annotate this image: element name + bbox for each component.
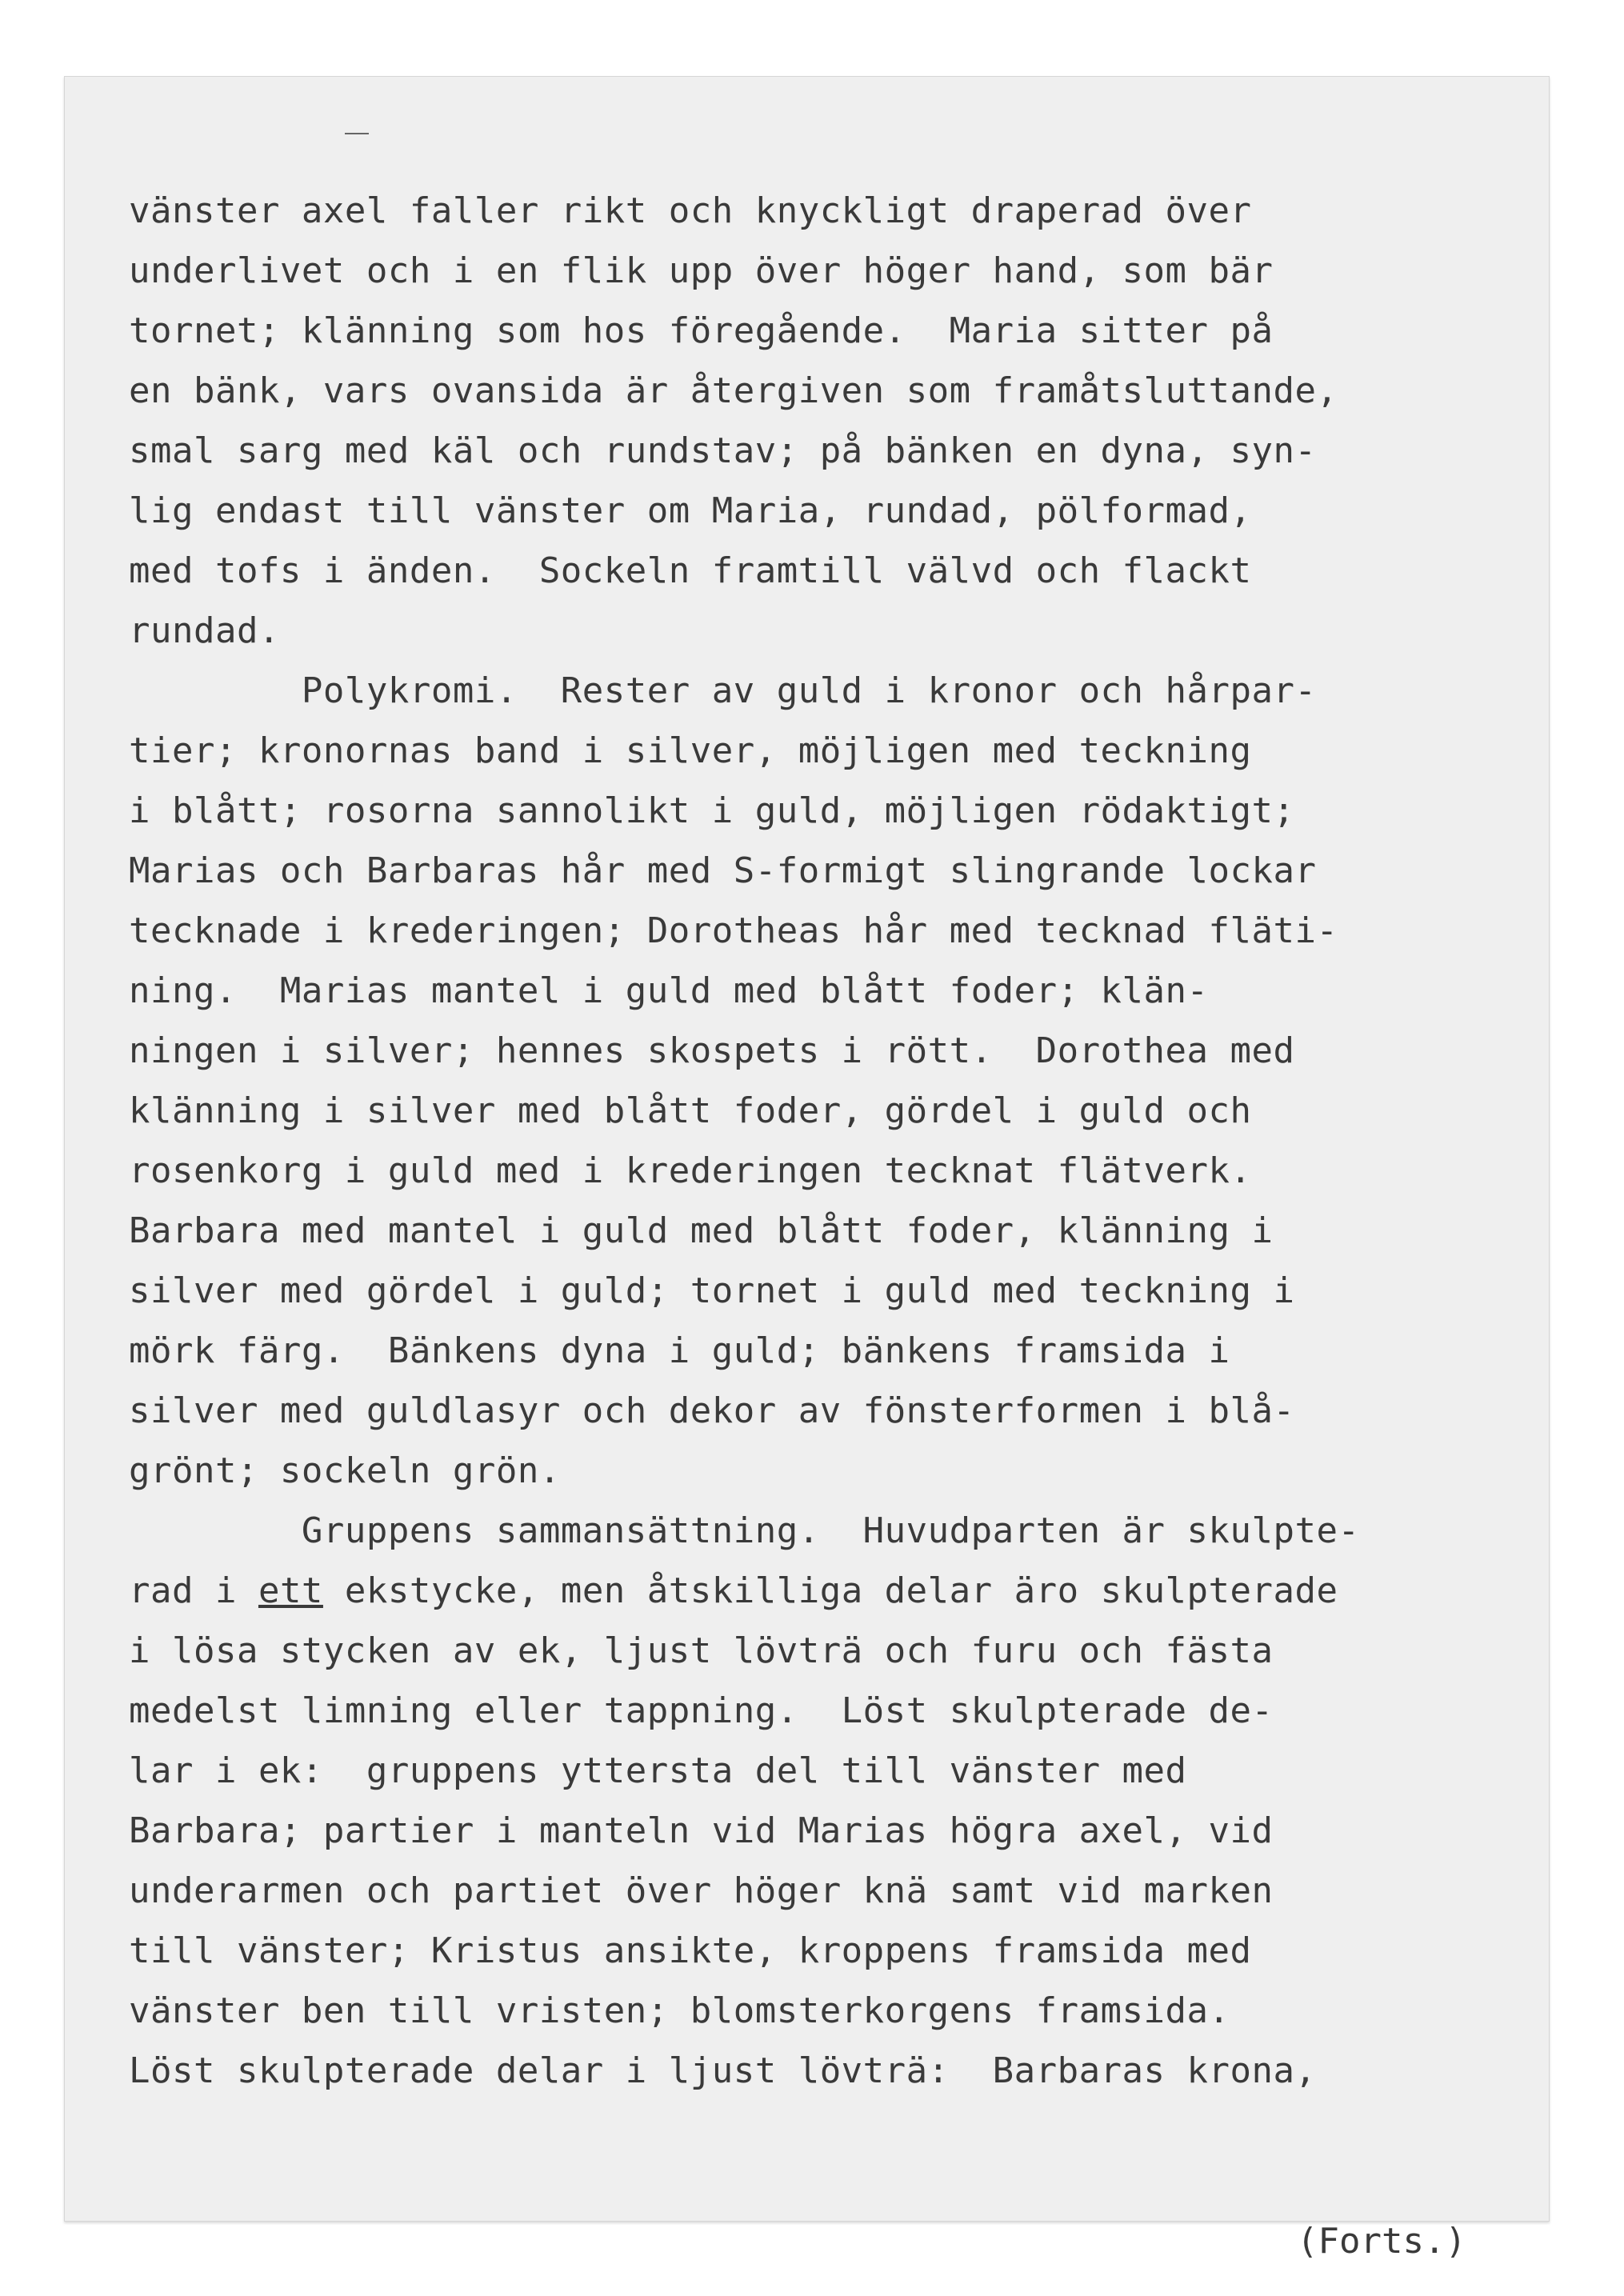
- text-line: vänster axel faller rikt och knyckligt draperad över: [129, 190, 1252, 231]
- text-line: lig endast till vänster om Maria, rundad, pölformad,: [129, 490, 1252, 531]
- text-line: underarmen och partiet över höger knä samt vid marken: [129, 1870, 1274, 1911]
- text-line: klänning i silver med blått foder, gördel i guld och: [129, 1090, 1252, 1131]
- text-line: Barbara med mantel i guld med blått foder, klänning i: [129, 1210, 1274, 1251]
- typewritten-text-body: [129, 181, 1537, 2101]
- text-line: underlivet och i en flik upp över höger hand, som bär: [129, 250, 1274, 291]
- text-line: ningen i silver; hennes skospets i rött. Dorothea med: [129, 1030, 1295, 1071]
- text-line: Barbara; partier i manteln vid Marias högra axel, vid: [129, 1810, 1274, 1851]
- corner-dash-mark: [345, 133, 369, 134]
- underlined-word: ett: [258, 1570, 323, 1611]
- text-line: ning. Marias mantel i guld med blått foder; klän-: [129, 970, 1209, 1011]
- text-line: till vänster; Kristus ansikte, kroppens framsida med: [129, 1930, 1252, 1971]
- text-line: silver med gördel i guld; tornet i guld med teckning i: [129, 1270, 1295, 1311]
- text-line: mörk färg. Bänkens dyna i guld; bänkens framsida i: [129, 1330, 1230, 1371]
- text-line: tier; kronornas band i silver, möjligen med teckning: [129, 730, 1252, 771]
- text-line: rundad.: [129, 610, 280, 651]
- text-line: Polykromi. Rester av guld i kronor och hårpar-: [129, 670, 1317, 711]
- document-page: [64, 76, 1550, 2262]
- text-line: silver med guldlasyr och dekor av fönsterformen i blå-: [129, 1390, 1295, 1431]
- text-line: smal sarg med käl och rundstav; på bänken en dyna, syn-: [129, 430, 1317, 471]
- text-line: rosenkorg i guld med i krederingen tecknat flätverk.: [129, 1150, 1252, 1191]
- text-line: lar i ek: gruppens yttersta del till vänster med: [129, 1750, 1187, 1791]
- text-line: Gruppens sammansättning. Huvudparten är skulpte-: [129, 1510, 1360, 1551]
- text-line: med tofs i änden. Sockeln framtill välvd och flackt: [129, 550, 1252, 591]
- text-line: i lösa stycken av ek, ljust lövträ och furu och fästa: [129, 1630, 1274, 1671]
- text-segment: ekstycke, men åtskilliga delar äro skulpterade: [322, 1570, 1338, 1611]
- text-line: grönt; sockeln grön.: [129, 1450, 561, 1491]
- text-segment: rad i: [129, 1570, 258, 1611]
- continuation-note: (Forts.): [1297, 2221, 1466, 2262]
- text-line: tornet; klänning som hos föregående. Maria sitter på: [129, 310, 1274, 351]
- text-line: Löst skulpterade delar i ljust lövträ: Barbaras krona,: [129, 2050, 1317, 2091]
- text-line: en bänk, vars ovansida är återgiven som framåtsluttande,: [129, 370, 1338, 411]
- text-line: [129, 1561, 1537, 1621]
- text-line: vänster ben till vristen; blomsterkorgens framsida.: [129, 1990, 1230, 2031]
- text-line: medelst limning eller tappning. Löst skulpterade de-: [129, 1690, 1274, 1731]
- text-line: Marias och Barbaras hår med S-formigt slingrande lockar: [129, 850, 1317, 891]
- text-line: i blått; rosorna sannolikt i guld, möjligen rödaktigt;: [129, 790, 1295, 831]
- text-line: tecknade i krederingen; Dorotheas hår med tecknad fläti-: [129, 910, 1338, 951]
